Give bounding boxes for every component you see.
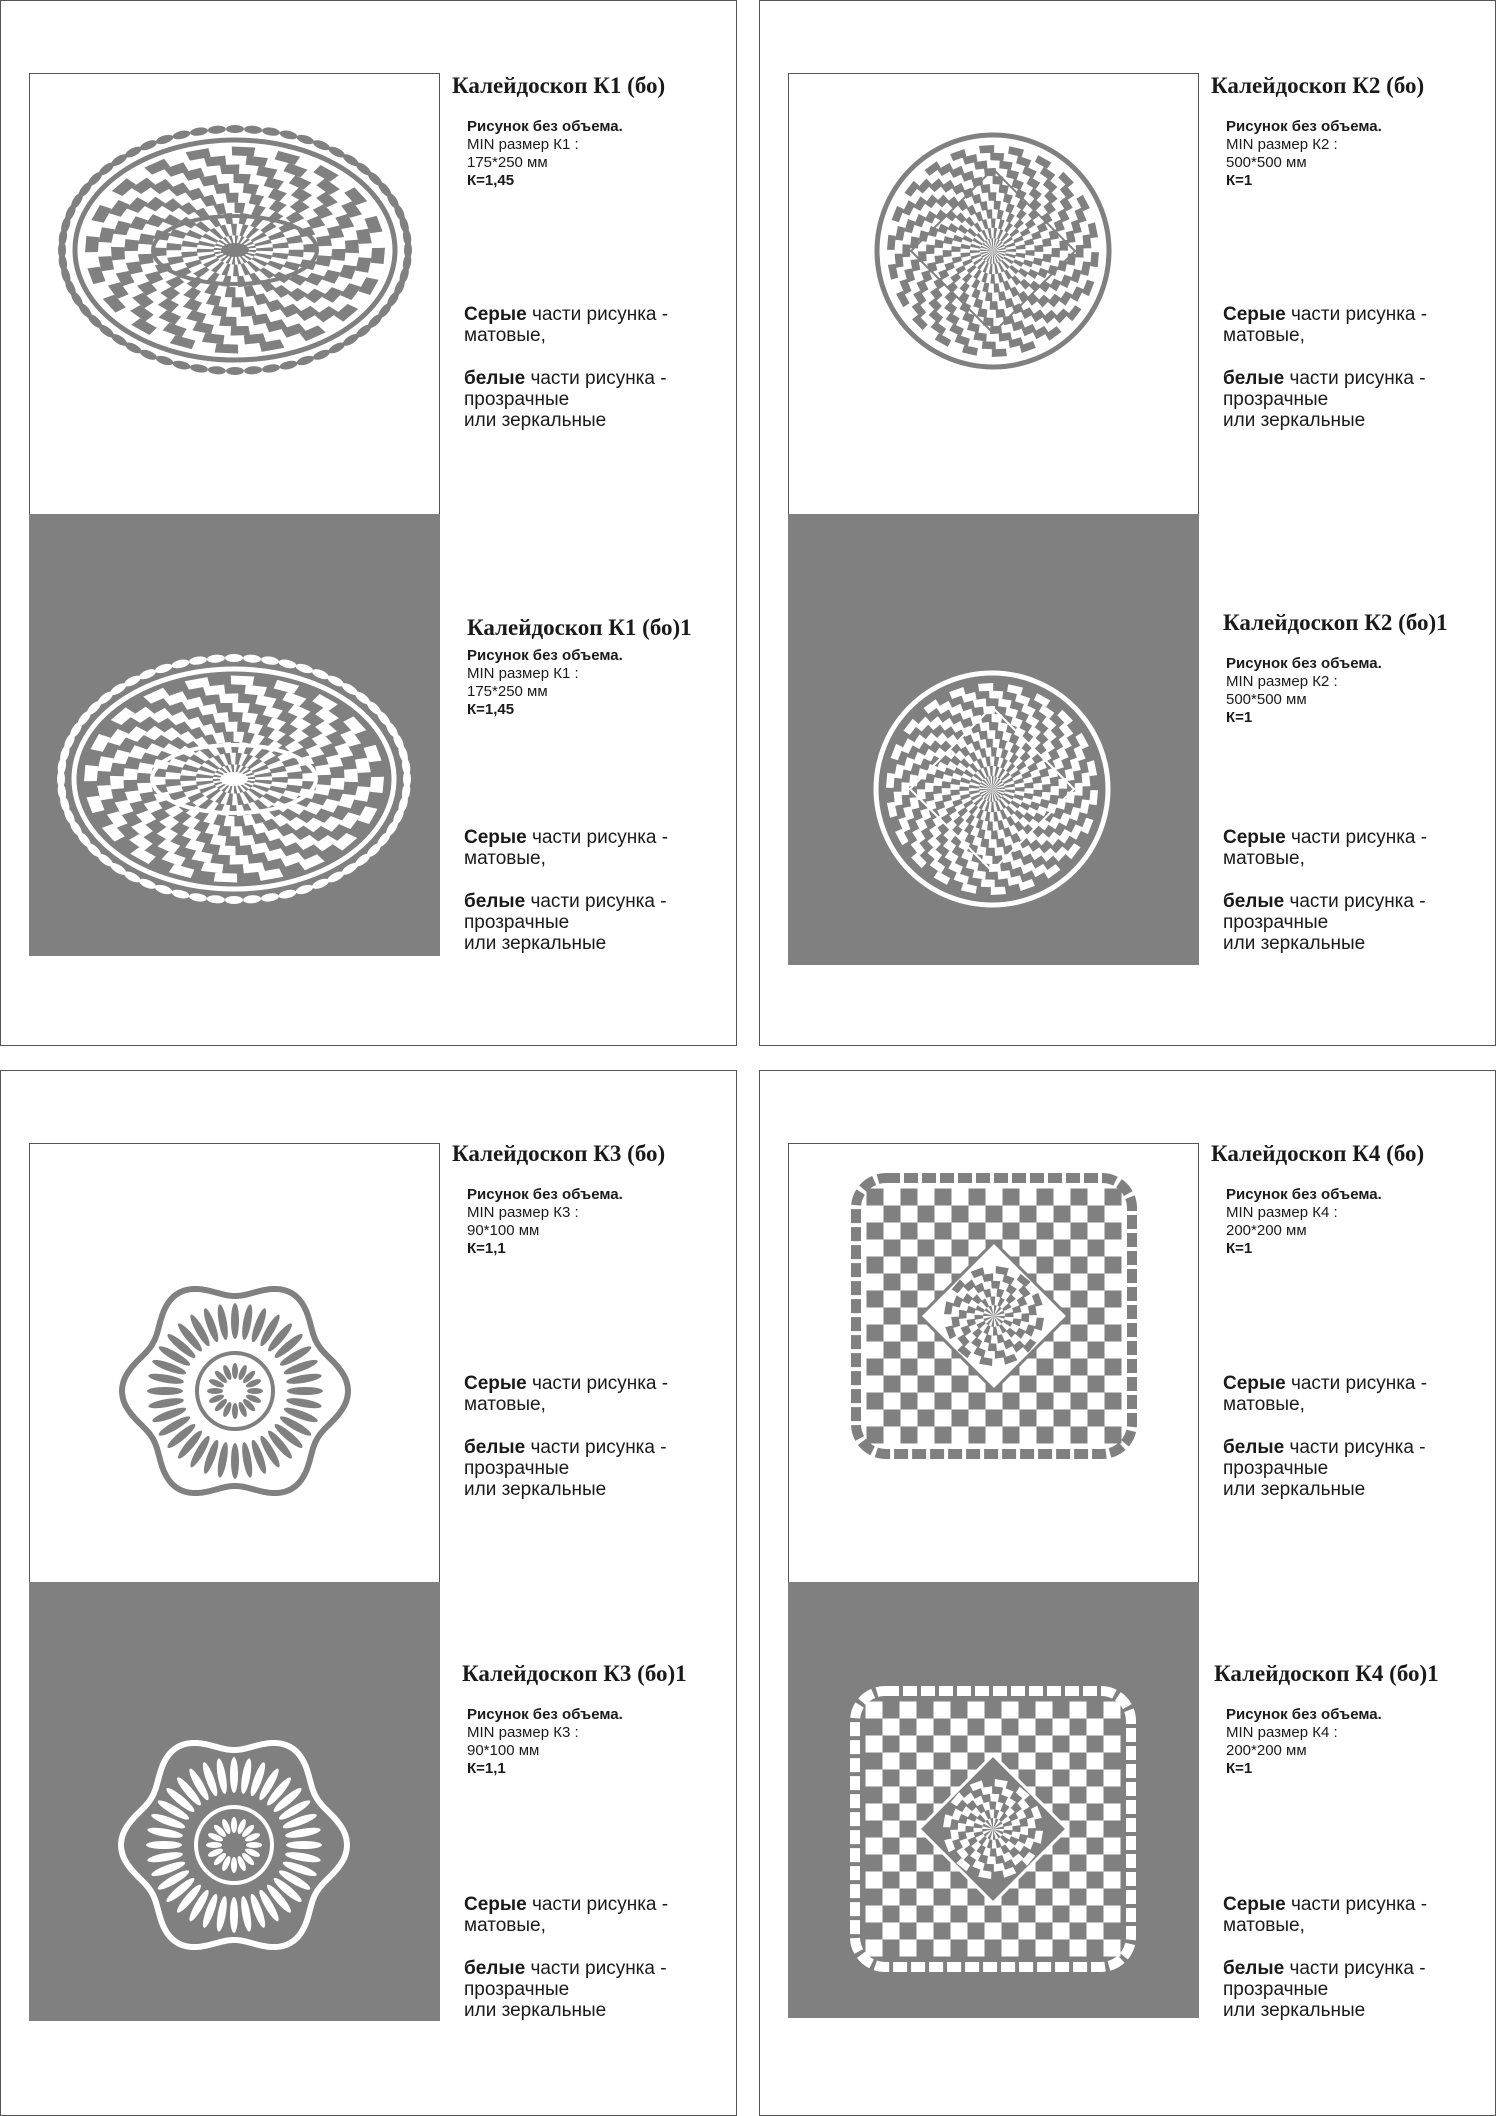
spec-size-value: 175*250 мм bbox=[467, 154, 548, 171]
note-gray-rest: части рисунка - bbox=[1285, 1373, 1428, 1394]
sheet-k4 bbox=[759, 1070, 1496, 2116]
product-title: Калейдоскоп К4 (бо)1 bbox=[1214, 1661, 1439, 1686]
note-gray-bold: Серые bbox=[464, 1894, 527, 1915]
note-white-line2: прозрачные bbox=[1223, 389, 1329, 410]
note-gray-bold: Серые bbox=[1223, 827, 1286, 848]
spec-heading: Рисунок без объема. bbox=[1226, 118, 1382, 135]
note-white-line3: или зеркальные bbox=[1223, 933, 1366, 954]
note-white-rest: части рисунка - bbox=[525, 1958, 667, 1979]
flower-icon bbox=[29, 1582, 440, 2021]
note-gray-rest: части рисунка - bbox=[526, 827, 669, 848]
note-white-line2: прозрачные bbox=[1223, 1979, 1329, 2000]
spec-k: К=1,1 bbox=[467, 1760, 506, 1777]
square-checker-icon bbox=[789, 1144, 1200, 1583]
artwork-panel-k2-matte bbox=[788, 73, 1199, 514]
note-white-bold: белые bbox=[464, 1437, 526, 1458]
product-title: Калейдоскоп К3 (бо) bbox=[452, 1141, 666, 1166]
artwork-panel-k3-clear bbox=[29, 1582, 440, 2021]
spec-size-value: 200*200 мм bbox=[1226, 1742, 1307, 1759]
oval-checker-icon bbox=[29, 514, 440, 956]
artwork-panel-k3-matte bbox=[29, 1143, 440, 1582]
note-white-line3: или зеркальные bbox=[1223, 2000, 1366, 2021]
spec-size-label: MIN размер К3 : bbox=[467, 1204, 579, 1221]
note-white-line3: или зеркальные bbox=[1223, 1479, 1366, 1500]
note-gray-line2: матовые, bbox=[464, 1394, 546, 1415]
note-white-line2: прозрачные bbox=[1223, 912, 1329, 933]
finish-notes bbox=[1223, 827, 1427, 954]
note-gray-bold: Серые bbox=[464, 304, 527, 325]
note-white-bold: белые bbox=[1223, 368, 1285, 389]
spec-k: К=1,45 bbox=[467, 172, 515, 189]
sheet-k3 bbox=[0, 1070, 737, 2116]
note-white-line2: прозрачные bbox=[1223, 1458, 1329, 1479]
flower-icon bbox=[30, 1144, 441, 1583]
note-white-line3: или зеркальные bbox=[1223, 410, 1366, 431]
spec-k: К=1 bbox=[1226, 172, 1253, 189]
product-specs bbox=[1226, 1186, 1382, 1258]
note-white-bold: белые bbox=[1223, 891, 1285, 912]
product-specs bbox=[467, 1186, 623, 1258]
spec-size-label: MIN размер К1 : bbox=[467, 665, 579, 682]
spec-size-label: MIN размер К4 : bbox=[1226, 1724, 1338, 1741]
oval-checker-icon bbox=[30, 74, 441, 515]
note-white-line2: прозрачные bbox=[464, 912, 570, 933]
spec-k: К=1 bbox=[1226, 1240, 1253, 1257]
spec-size-value: 500*500 мм bbox=[1226, 154, 1307, 171]
note-gray-rest: части рисунка - bbox=[1285, 304, 1428, 325]
note-white-rest: части рисунка - bbox=[1284, 891, 1426, 912]
finish-notes bbox=[1223, 304, 1427, 431]
spec-size-value: 200*200 мм bbox=[1226, 1222, 1307, 1239]
spec-size-label: MIN размер К4 : bbox=[1226, 1204, 1338, 1221]
product-specs bbox=[1226, 118, 1382, 190]
circle-checker-icon bbox=[788, 514, 1199, 965]
spec-size-value: 500*500 мм bbox=[1226, 691, 1307, 708]
note-white-line3: или зеркальные bbox=[464, 1479, 607, 1500]
note-white-line3: или зеркальные bbox=[464, 2000, 607, 2021]
finish-notes bbox=[464, 1373, 668, 1500]
product-specs bbox=[1226, 1706, 1382, 1778]
artwork-panel-k2-clear bbox=[788, 514, 1199, 965]
artwork-panel-k1-matte bbox=[29, 73, 440, 514]
note-gray-line2: матовые, bbox=[1223, 325, 1305, 346]
spec-k: К=1,45 bbox=[467, 701, 515, 718]
spec-size-label: MIN размер К2 : bbox=[1226, 673, 1338, 690]
product-specs bbox=[467, 118, 623, 190]
note-gray-line2: матовые, bbox=[464, 325, 546, 346]
artwork-panel-k1-clear bbox=[29, 514, 440, 956]
spec-k: К=1 bbox=[1226, 1760, 1253, 1777]
note-white-bold: белые bbox=[1223, 1437, 1285, 1458]
spec-heading: Рисунок без объема. bbox=[467, 1186, 623, 1203]
note-white-bold: белые bbox=[464, 1958, 526, 1979]
note-white-line2: прозрачные bbox=[464, 1979, 570, 2000]
product-specs bbox=[467, 647, 623, 719]
spec-k: К=1 bbox=[1226, 709, 1253, 726]
artwork-panel-k4-clear bbox=[788, 1582, 1199, 2018]
note-white-rest: части рисунка - bbox=[525, 891, 667, 912]
product-title: Калейдоскоп К1 (бо)1 bbox=[467, 615, 692, 640]
spec-size-label: MIN размер К3 : bbox=[467, 1724, 579, 1741]
note-gray-bold: Серые bbox=[464, 1373, 527, 1394]
note-gray-bold: Серые bbox=[1223, 1373, 1286, 1394]
sheet-k2 bbox=[759, 0, 1496, 1046]
product-title: Калейдоскоп К3 (бо)1 bbox=[462, 1661, 687, 1686]
finish-notes bbox=[464, 827, 668, 954]
product-title: Калейдоскоп К4 (бо) bbox=[1211, 1141, 1425, 1166]
note-white-rest: части рисунка - bbox=[1284, 1437, 1426, 1458]
finish-notes bbox=[464, 304, 668, 431]
note-gray-rest: части рисунка - bbox=[1285, 1894, 1428, 1915]
product-specs bbox=[1226, 655, 1382, 727]
spec-size-value: 175*250 мм bbox=[467, 683, 548, 700]
product-specs bbox=[467, 1706, 623, 1778]
note-white-bold: белые bbox=[464, 368, 526, 389]
spec-heading: Рисунок без объема. bbox=[1226, 1706, 1382, 1723]
finish-notes bbox=[1223, 1373, 1427, 1500]
note-gray-bold: Серые bbox=[1223, 304, 1286, 325]
square-checker-icon bbox=[788, 1582, 1199, 2018]
product-title: Калейдоскоп К2 (бо) bbox=[1211, 73, 1425, 98]
spec-size-label: MIN размер К1 : bbox=[467, 136, 579, 153]
spec-size-value: 90*100 мм bbox=[467, 1742, 540, 1759]
product-title: Калейдоскоп К2 (бо)1 bbox=[1223, 610, 1448, 635]
product-title: Калейдоскоп К1 (бо) bbox=[452, 73, 666, 98]
sheet-k1 bbox=[0, 0, 737, 1046]
spec-heading: Рисунок без объема. bbox=[1226, 655, 1382, 672]
note-gray-bold: Серые bbox=[464, 827, 527, 848]
note-white-rest: части рисунка - bbox=[1284, 368, 1426, 389]
spec-size-value: 90*100 мм bbox=[467, 1222, 540, 1239]
artwork-panel-k4-matte bbox=[788, 1143, 1199, 1582]
finish-notes bbox=[1223, 1894, 1427, 2021]
note-white-line2: прозрачные bbox=[464, 1458, 570, 1479]
note-white-bold: белые bbox=[1223, 1958, 1285, 1979]
note-gray-rest: части рисунка - bbox=[526, 1894, 669, 1915]
note-gray-rest: части рисунка - bbox=[526, 1373, 669, 1394]
spec-k: К=1,1 bbox=[467, 1240, 506, 1257]
note-gray-rest: части рисунка - bbox=[1285, 827, 1428, 848]
spec-size-label: MIN размер К2 : bbox=[1226, 136, 1338, 153]
note-gray-bold: Серые bbox=[1223, 1894, 1286, 1915]
note-white-rest: части рисунка - bbox=[1284, 1958, 1426, 1979]
note-white-line3: или зеркальные bbox=[464, 933, 607, 954]
finish-notes bbox=[464, 1894, 668, 2021]
note-gray-line2: матовые, bbox=[464, 848, 546, 869]
note-white-rest: части рисунка - bbox=[525, 368, 667, 389]
note-gray-line2: матовые, bbox=[464, 1915, 546, 1936]
note-white-rest: части рисунка - bbox=[525, 1437, 667, 1458]
spec-heading: Рисунок без объема. bbox=[467, 118, 623, 135]
spec-heading: Рисунок без объема. bbox=[467, 647, 623, 664]
spec-heading: Рисунок без объема. bbox=[467, 1706, 623, 1723]
circle-checker-icon bbox=[789, 74, 1200, 515]
spec-heading: Рисунок без объема. bbox=[1226, 1186, 1382, 1203]
note-white-line3: или зеркальные bbox=[464, 410, 607, 431]
note-gray-line2: матовые, bbox=[1223, 848, 1305, 869]
note-gray-line2: матовые, bbox=[1223, 1915, 1305, 1936]
note-gray-rest: части рисунка - bbox=[526, 304, 669, 325]
note-white-line2: прозрачные bbox=[464, 389, 570, 410]
note-white-bold: белые bbox=[464, 891, 526, 912]
note-gray-line2: матовые, bbox=[1223, 1394, 1305, 1415]
